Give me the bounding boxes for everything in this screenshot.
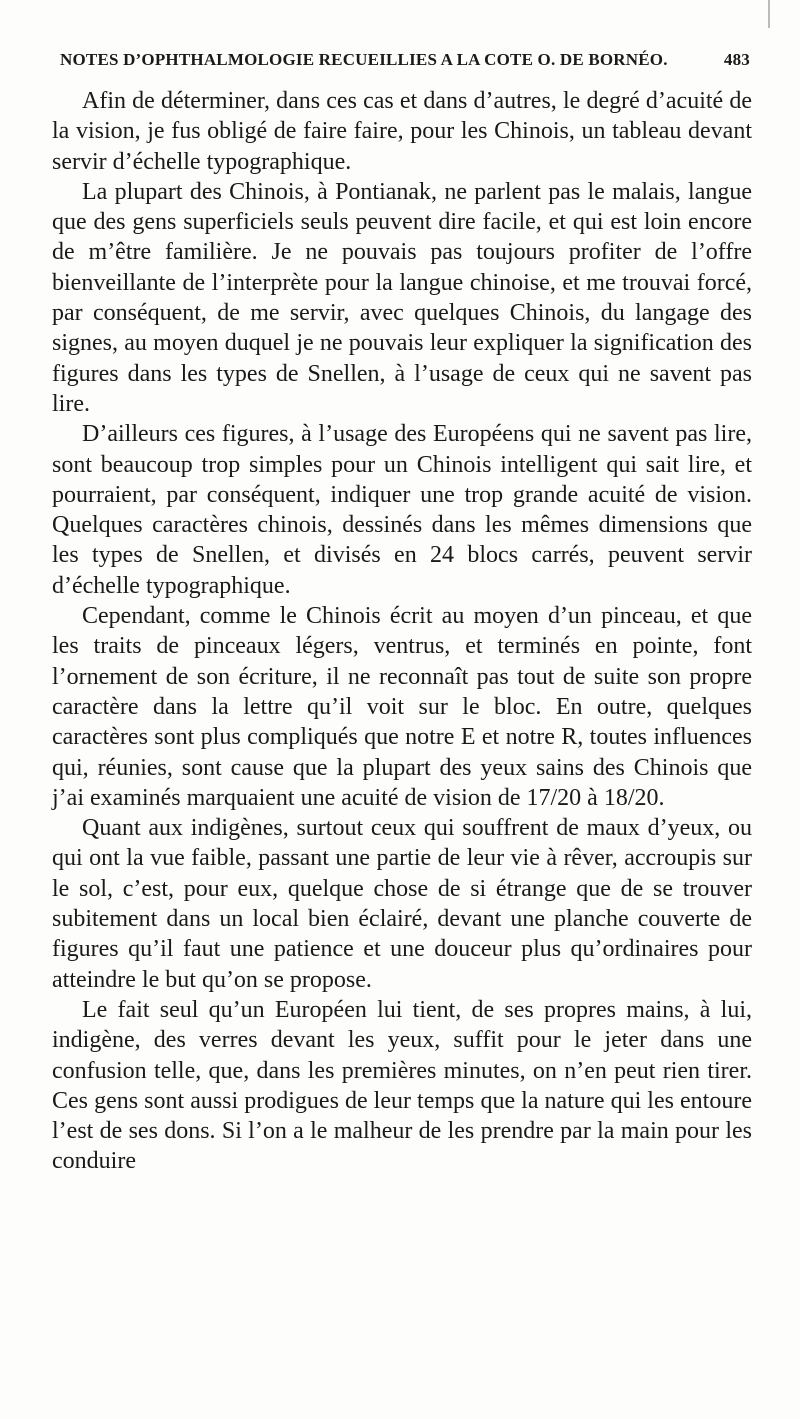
running-head (60, 50, 750, 80)
paragraph-5: Quant aux indigènes, surtout ceux qui souffrent de maux d’yeux, ou qui ont la vue faible, passant une partie de leur vie à rêver, accroupis sur le sol, c’est, pour eux, quelque chose de si étrange que de se trouver subitement dans un local bien éclairé, devant une planche couverte de figures qu’il faut une patience et une douceur plus qu’ordinaires pour atteindre le but qu’on se propose. (52, 815, 752, 993)
body-text (52, 86, 752, 1177)
page-edge-mark (768, 0, 770, 28)
paragraph-3: D’ailleurs ces figures, à l’usage des Européens qui ne savent pas lire, sont beaucoup trop simples pour un Chinois intelligent qui sait lire, et pourraient, par conséquent, indiquer une trop grande acuité de vision. Quelques caractères chinois, dessinés dans les mêmes dimensions que les types de Snellen, et divisés en 24 blocs carrés, peuvent servir d’échelle typographique. (52, 421, 752, 599)
paragraph-2: La plupart des Chinois, à Pontianak, ne parlent pas le malais, langue que des gens superficiels seuls peuvent dire facile, et qui est loin encore de m’être familière. Je ne pouvais pas toujours profiter de l’offre bienveillante de l’interprète pour la langue chinoise, et me trouvai forcé, par conséquent, de me servir, avec quelques Chinois, du langage des signes, au moyen duquel je ne pouvais leur expliquer la signification des figures dans les types de Snellen, à l’usage de ceux qui ne savent pas lire. (52, 178, 752, 417)
page-number: 483 (723, 50, 750, 69)
paragraph-4: Cependant, comme le Chinois écrit au moyen d’un pinceau, et que les traits de pinceaux légers, ventrus, et terminés en pointe, font l’ornement de son écriture, il ne reconnaît pas tout de suite son propre caractère dans la lettre qu’il voit sur le bloc. En outre, quelques caractères sont plus compliqués que notre E et notre R, toutes influences qui, réunies, sont cause que la plupart des yeux sains des Chinois que j’ai examinés marquaient une acuité de vision de 17/20 à 18/20. (52, 603, 752, 811)
paragraph-1: Afin de déterminer, dans ces cas et dans d’autres, le degré d’acuité de la vision, je fus obligé de faire faire, pour les Chinois, un tableau devant servir d’échelle typographique. (52, 88, 752, 175)
running-title: NOTES D’OPHTHALMOLOGIE RECUEILLIES A LA COTE O. DE BORNÉO. (60, 50, 668, 69)
paragraph-6: Le fait seul qu’un Européen lui tient, de ses propres mains, à lui, indigène, des verres devant les yeux, suffit pour le jeter dans une confusion telle, que, dans les premières minutes, on n’en peut rien tirer. Ces gens sont aussi prodigues de leur temps que la nature qui les entoure l’est de ses dons. Si l’on a le malheur de les prendre par la main pour les conduire (52, 996, 752, 1175)
